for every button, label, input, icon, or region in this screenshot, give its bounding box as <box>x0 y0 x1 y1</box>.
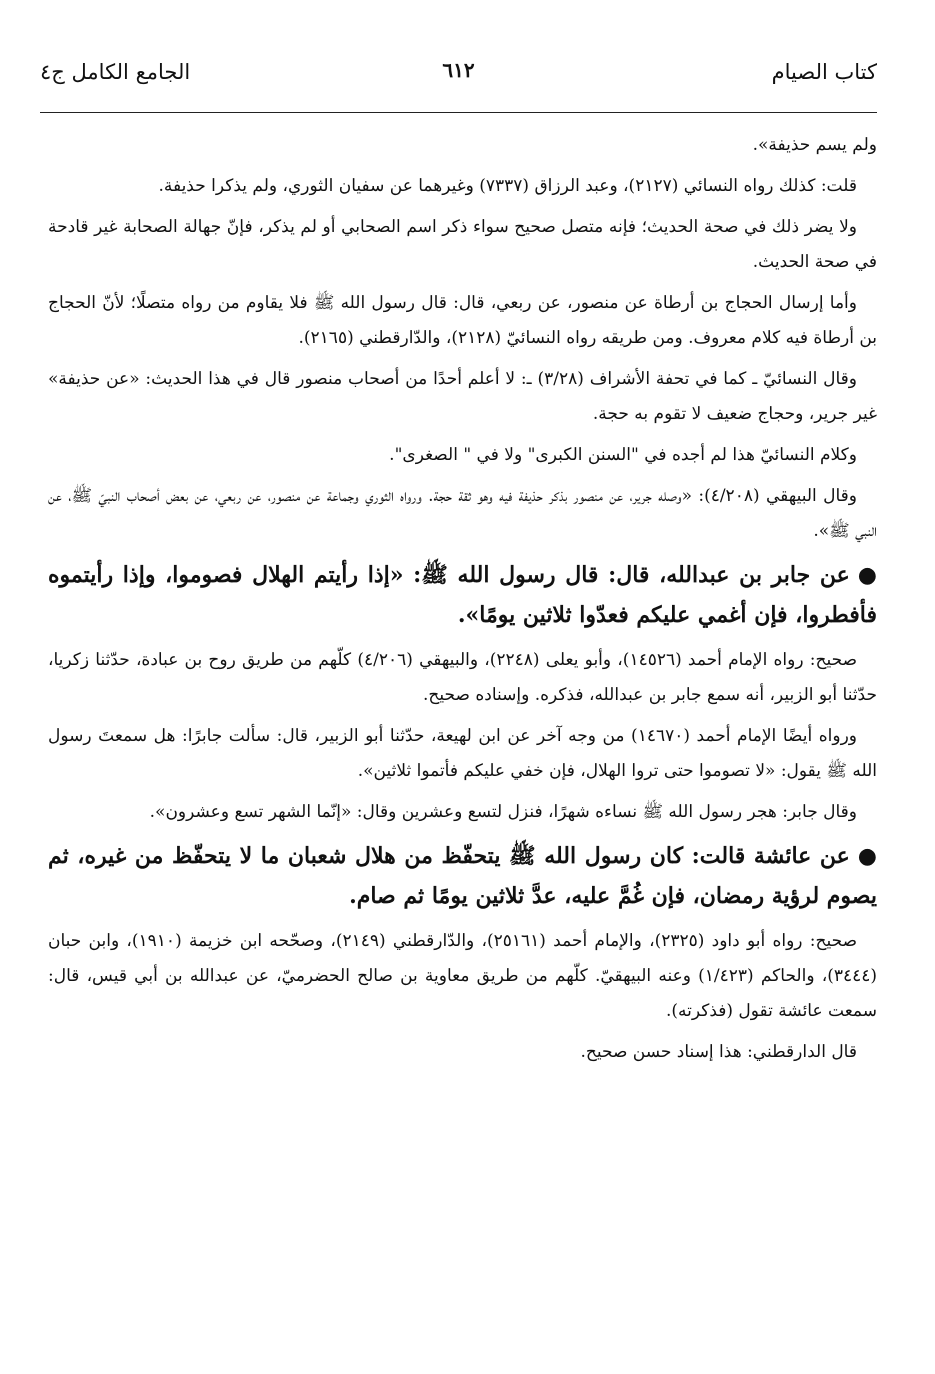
hadith-paragraph <box>48 555 877 635</box>
header-divider <box>40 112 877 113</box>
page-header <box>40 60 877 104</box>
paragraph: وقال البيهقي (٤/٢٠٨): «وصله جرير، عن منصور بذكر حذيفة فيه وهو ثقة حجة. ورواه الثوري وجماعة عن منصور، عن ربعي، عن بعض أصحاب النبيّ ﷺ، عن النبي ﷺ». <box>48 486 877 541</box>
bullet-icon: ● <box>857 562 877 588</box>
paragraph: وأما إرسال الحجاج بن أرطاة عن منصور، عن ربعي، قال: قال رسول الله ﷺ فلا يقاوم من رواه متصلًا؛ لأنّ الحجاج بن أرطاة فيه كلام معروف. ومن طريقه رواه النسائيّ (٢١٢٨)، والدّارقطني (٢١٦٥). <box>48 293 877 348</box>
page-body <box>48 128 877 1354</box>
paragraph: وقال جابر: هجر رسول الله ﷺ نساءه شهرًا، فنزل لتسع وعشرين وقال: «إنّما الشهر تسع وعشرون». <box>149 802 857 822</box>
page-number: ٦١٢ <box>442 58 475 82</box>
hadith-paragraph <box>48 836 877 916</box>
paragraph: وكلام النسائيّ هذا لم أجده في "السنن الكبرى" ولا في " الصغرى". <box>389 445 857 465</box>
book-title: الجامع الكامل ج٤ <box>40 60 191 84</box>
paragraph: وقال النسائيّ ـ كما في تحفة الأشراف (٣/٢٨) ـ: لا أعلم أحدًا من أصحاب منصور قال في هذا الحديث: «عن حذيفة» غير جرير، وحجاج ضعيف لا تقوم به حجة. <box>48 369 877 424</box>
paragraph: قلت: كذلك رواه النسائي (٢١٢٧)، وعبد الرزاق (٧٣٣٧) وغيرهما عن سفيان الثوري، ولم يذكرا حذيفة. <box>158 176 857 196</box>
paragraph: صحيح: رواه الإمام أحمد (١٤٥٢٦)، وأبو يعلى (٢٢٤٨)، والبيهقي (٤/٢٠٦) كلّهم من طريق روح بن عبادة، حدّثنا زكريا، حدّثنا أبو الزبير، أنه سمع جابر بن عبدالله، فذكره. وإسناده صحيح. <box>48 650 877 705</box>
hadith-text: عن جابر بن عبدالله، قال: قال رسول الله ﷺ: «إذا رأيتم الهلال فصوموا، وإذا رأيتموه فأفطروا، فإن أغمي عليكم فعدّوا ثلاثين يومًا». <box>48 562 877 628</box>
chapter-title: كتاب الصيام <box>771 60 877 84</box>
paragraph: قال الدارقطني: هذا إسناد حسن صحيح. <box>580 1042 857 1062</box>
paragraph: صحيح: رواه أبو داود (٢٣٢٥)، والإمام أحمد (٢٥١٦١)، والدّارقطني (٢١٤٩)، وصحّحه ابن خزيمة (١٩١٠)، وابن حبان (٣٤٤٤)، والحاكم (١/٤٢٣) وعنه البيهقيّ. كلّهم من طريق معاوية بن صالح الحضرميّ، عن عبدالله بن أبي قيس، قال: سمعت عائشة تقول (فذكرته). <box>48 931 878 1021</box>
bullet-icon: ● <box>857 843 877 869</box>
paragraph: ورواه أيضًا الإمام أحمد (١٤٦٧٠) من وجه آخر عن ابن لهيعة، حدّثنا أبو الزبير، قال: سألت جابرًا: هل سمعتَ رسول الله ﷺ يقول: «لا تصوموا حتى تروا الهلال، فإن خفي عليكم فأتموا ثلاثين». <box>48 726 877 781</box>
hadith-text: عن عائشة قالت: كان رسول الله ﷺ يتحفّظ من هلال شعبان ما لا يتحفّظ من غيره، ثم يصوم لرؤية رمضان، فإن غُمَّ عليه، عدَّ ثلاثين يومًا ثم صام. <box>48 843 877 909</box>
paragraph: ولم يسم حذيفة». <box>752 135 877 155</box>
paragraph: ولا يضر ذلك في صحة الحديث؛ فإنه متصل صحيح سواء ذكر اسم الصحابي أو لم يذكر، فإنّ جهالة الصحابة غير قادحة في صحة الحديث. <box>48 217 877 272</box>
